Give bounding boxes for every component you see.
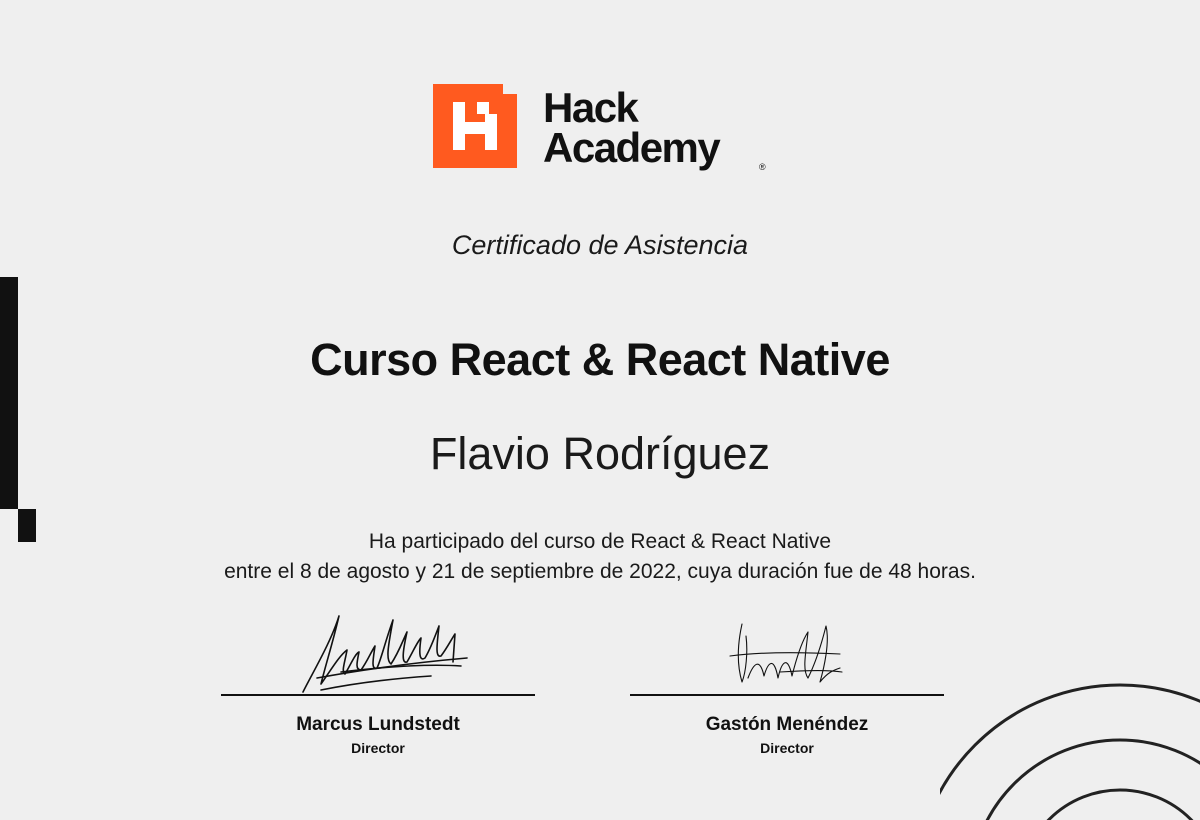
signature-gaston-image [630, 612, 944, 694]
description-line-1: Ha participado del curso de React & React Native [368, 530, 832, 553]
certificate-subtitle: Certificado de Asistencia [451, 230, 749, 260]
signatory-role-left: Director [351, 740, 405, 756]
hack-academy-logo-icon [433, 84, 517, 168]
recipient-name: Flavio Rodríguez [429, 428, 771, 479]
signatory-name-right: Gastón Menéndez [705, 714, 869, 735]
description-line-2: entre el 8 de agosto y 21 de septiembre de 2022, cuya duración fue de 48 horas. [224, 560, 976, 583]
brand-name-line-2: Academy [543, 124, 720, 171]
signature-line-right [630, 694, 944, 696]
signatory-left [221, 612, 535, 756]
registered-mark: ® [759, 162, 766, 172]
brand-logo [433, 84, 773, 180]
course-title: Curso React & React Native [310, 334, 890, 385]
signatory-right [630, 612, 944, 756]
signatory-role-right: Director [760, 740, 814, 756]
brand-name-line-1: Hack [543, 84, 638, 131]
brand-wordmark [543, 84, 720, 171]
signature-line-left [221, 694, 535, 696]
signatory-name-left: Marcus Lundstedt [296, 714, 460, 735]
decorative-rings [940, 680, 1200, 820]
signature-marcus-image [221, 612, 535, 694]
certificate-description [0, 527, 1200, 587]
